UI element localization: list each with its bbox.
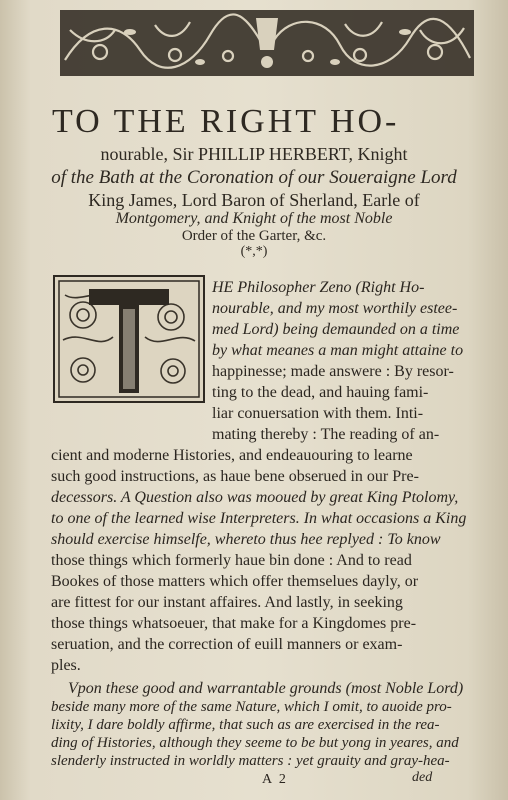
body-line-4: by what meanes a man might attaine to xyxy=(212,342,464,359)
dedication-title-line-5: Montgomery, and Knight of the most Noble xyxy=(115,210,393,227)
body-line-10: such good instructions, as haue bene obserued in our Pre- xyxy=(51,468,419,485)
body-line-9: cient and moderne Histories, and endeauouring to learne xyxy=(51,447,413,464)
body-line-22: lixity, I dare boldly affirme, that such as are exercised in the rea- xyxy=(51,717,440,733)
decorated-initial-t-icon xyxy=(53,275,205,403)
body-line-15: Bookes of those matters which offer themselues dayly, or xyxy=(51,573,419,590)
body-line-17: those things whatsoeuer, that make for a Kingdomes pre- xyxy=(51,615,417,632)
body-line-23: ding of Histories, although they seeme to be but yong in yeares, and xyxy=(51,735,459,751)
body-line-8: mating thereby : The reading of an- xyxy=(212,426,440,443)
body-line-24: slenderly instructed in worldly matters : yet grauity and gray-hea- xyxy=(51,753,450,769)
body-line-1: HE Philosopher Zeno (Right Ho- xyxy=(212,279,425,296)
body-line-16: are fittest for our instant affaires. And lastly, in seeking xyxy=(51,594,403,611)
signature-mark: A 2 xyxy=(262,772,288,787)
body-line-3: med Lord) being demaunded on a time xyxy=(212,321,460,338)
body-line-20: Vpon these good and warrantable grounds (most Noble Lord) xyxy=(68,680,464,697)
dedication-title-line-3: of the Bath at the Coronation of our Soueraigne Lord xyxy=(51,167,457,188)
body-line-12: to one of the learned wise Interpreters. In what occasions a King xyxy=(51,510,467,527)
dedication-title-ornament-mark: (*,*) xyxy=(240,244,268,259)
body-line-19: ples. xyxy=(51,657,81,674)
floral-headpiece-ornament xyxy=(60,10,474,76)
body-line-7: liar conuersation with them. Inti- xyxy=(212,405,424,422)
dedication-title-line-4: King James, Lord Baron of Sherland, Earle of xyxy=(88,190,420,210)
dedication-title-line-6: Order of the Garter, &c. xyxy=(181,228,327,244)
body-line-18: seruation, and the correction of euill manners or exam- xyxy=(51,636,403,653)
catchword: ded xyxy=(412,770,433,785)
body-line-2: nourable, and my most worthily estee- xyxy=(212,300,458,317)
body-line-6: ting to the dead, and hauing fami- xyxy=(212,384,429,401)
body-line-13: should exercise himselfe, whereto thus hee replyed : To know xyxy=(51,531,441,548)
dedication-title-line-1: TO THE RIGHT HO- xyxy=(52,103,400,140)
body-line-14: those things which formerly haue bin done : And to read xyxy=(51,552,412,569)
dedication-title-line-2: nourable, Sir PHILLIP HERBERT, Knight xyxy=(100,144,408,164)
body-line-11: decessors. A Question also was mooued by great King Ptolomy, xyxy=(51,489,459,506)
body-line-21: beside many more of the same Nature, which I omit, to auoide pro- xyxy=(51,699,452,715)
body-line-5: happinesse; made answere : By resor- xyxy=(212,363,454,380)
